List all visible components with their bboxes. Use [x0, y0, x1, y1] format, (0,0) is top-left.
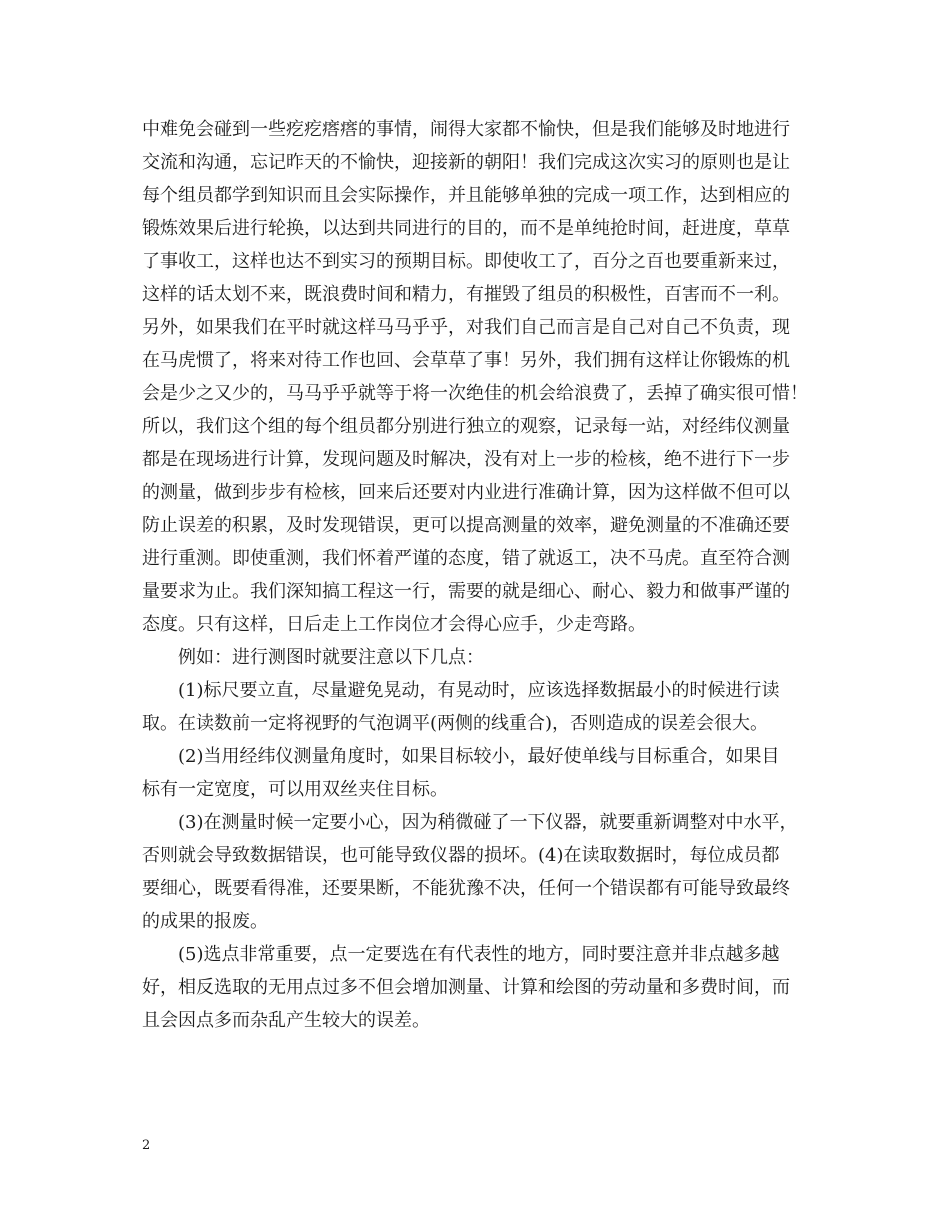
text-line: 了事收工，这样也达不到实习的预期目标。即使收工了，百分之百也要重新来过，: [142, 251, 790, 272]
text-line: 锻炼效果后进行轮换，以达到共同进行的目的，而不是单纯抢时间，赶进度，草草: [142, 218, 790, 239]
text-line: 交流和沟通，忘记昨天的不愉快，迎接新的朝阳！我们完成这次实习的原则也是让: [142, 152, 790, 173]
text-line: 都是在现场进行计算，发现问题及时解决，没有对上一步的检核，绝不进行下一步: [142, 449, 790, 470]
text-line: (1)标尺要立直，尽量避免晃动，有晃动时，应该选择数据最小的时候进行读: [178, 680, 780, 701]
text-line: 好，相反选取的无用点过多不但会增加测量、计算和绘图的劳动量和多费时间，而: [142, 977, 790, 998]
text-line: 取。在读数前一定将视野的气泡调平(两侧的线重合)，否则造成的误差会很大。: [142, 713, 769, 734]
text-line: 防止误差的积累，及时发现错误，更可以提高测量的效率，避免测量的不准确还要: [142, 515, 790, 536]
text-line: 量要求为止。我们深知搞工程这一行，需要的就是细心、耐心、毅力和做事严谨的: [142, 581, 790, 602]
text-line: 的测量，做到步步有检核，回来后还要对内业进行准确计算，因为这样做不但可以: [142, 482, 790, 503]
text-line: 且会因点多而杂乱产生较大的误差。: [142, 1010, 430, 1031]
text-line: 会是少之又少的，马马乎乎就等于将一次绝佳的机会给浪费了，丢掉了确实很可惜！: [142, 383, 808, 404]
text-line: (3)在测量时候一定要小心，因为稍微碰了一下仪器，就要重新调整对中水平，: [178, 812, 798, 833]
text-line: (5)选点非常重要，点一定要选在有代表性的地方，同时要注意并非点越多越: [178, 944, 780, 965]
page-number: 2: [142, 1138, 151, 1153]
text-line: (2)当用经纬仪测量角度时，如果目标较小，最好使单线与目标重合，如果目: [178, 746, 780, 767]
text-line: 在马虎惯了，将来对待工作也回、会草草了事！另外，我们拥有这样让你锻炼的机: [142, 350, 790, 371]
text-line: 的成果的报废。: [142, 911, 268, 932]
text-line: 标有一定宽度，可以用双丝夹住目标。: [142, 779, 448, 800]
text-line: 所以，我们这个组的每个组员都分别进行独立的观察，记录每一站，对经纬仪测量: [142, 416, 790, 437]
text-line: 例如：进行测图时就要注意以下几点：: [178, 647, 484, 668]
text-line: 要细心，既要看得准，还要果断，不能犹豫不决，任何一个错误都有可能导致最终: [142, 878, 790, 899]
text-line: 否则就会导致数据错误，也可能导致仪器的损坏。(4)在读取数据时，每位成员都: [142, 845, 780, 866]
text-line: 每个组员都学到知识而且会实际操作，并且能够单独的完成一项工作，达到相应的: [142, 185, 790, 206]
text-line: 态度。只有这样，日后走上工作岗位才会得心应手，少走弯路。: [142, 614, 646, 635]
text-line: 进行重测。即使重测，我们怀着严谨的态度，错了就返工，决不马虎。直至符合测: [142, 548, 790, 569]
text-line: 这样的话太划不来，既浪费时间和精力，有摧毁了组员的积极性，百害而不一利。: [142, 284, 790, 305]
text-line: 中难免会碰到一些疙疙瘩瘩的事情，闹得大家都不愉快，但是我们能够及时地进行: [142, 119, 790, 140]
text-line: 另外，如果我们在平时就这样马马乎乎，对我们自己而言是自己对自己不负责，现: [142, 317, 790, 338]
